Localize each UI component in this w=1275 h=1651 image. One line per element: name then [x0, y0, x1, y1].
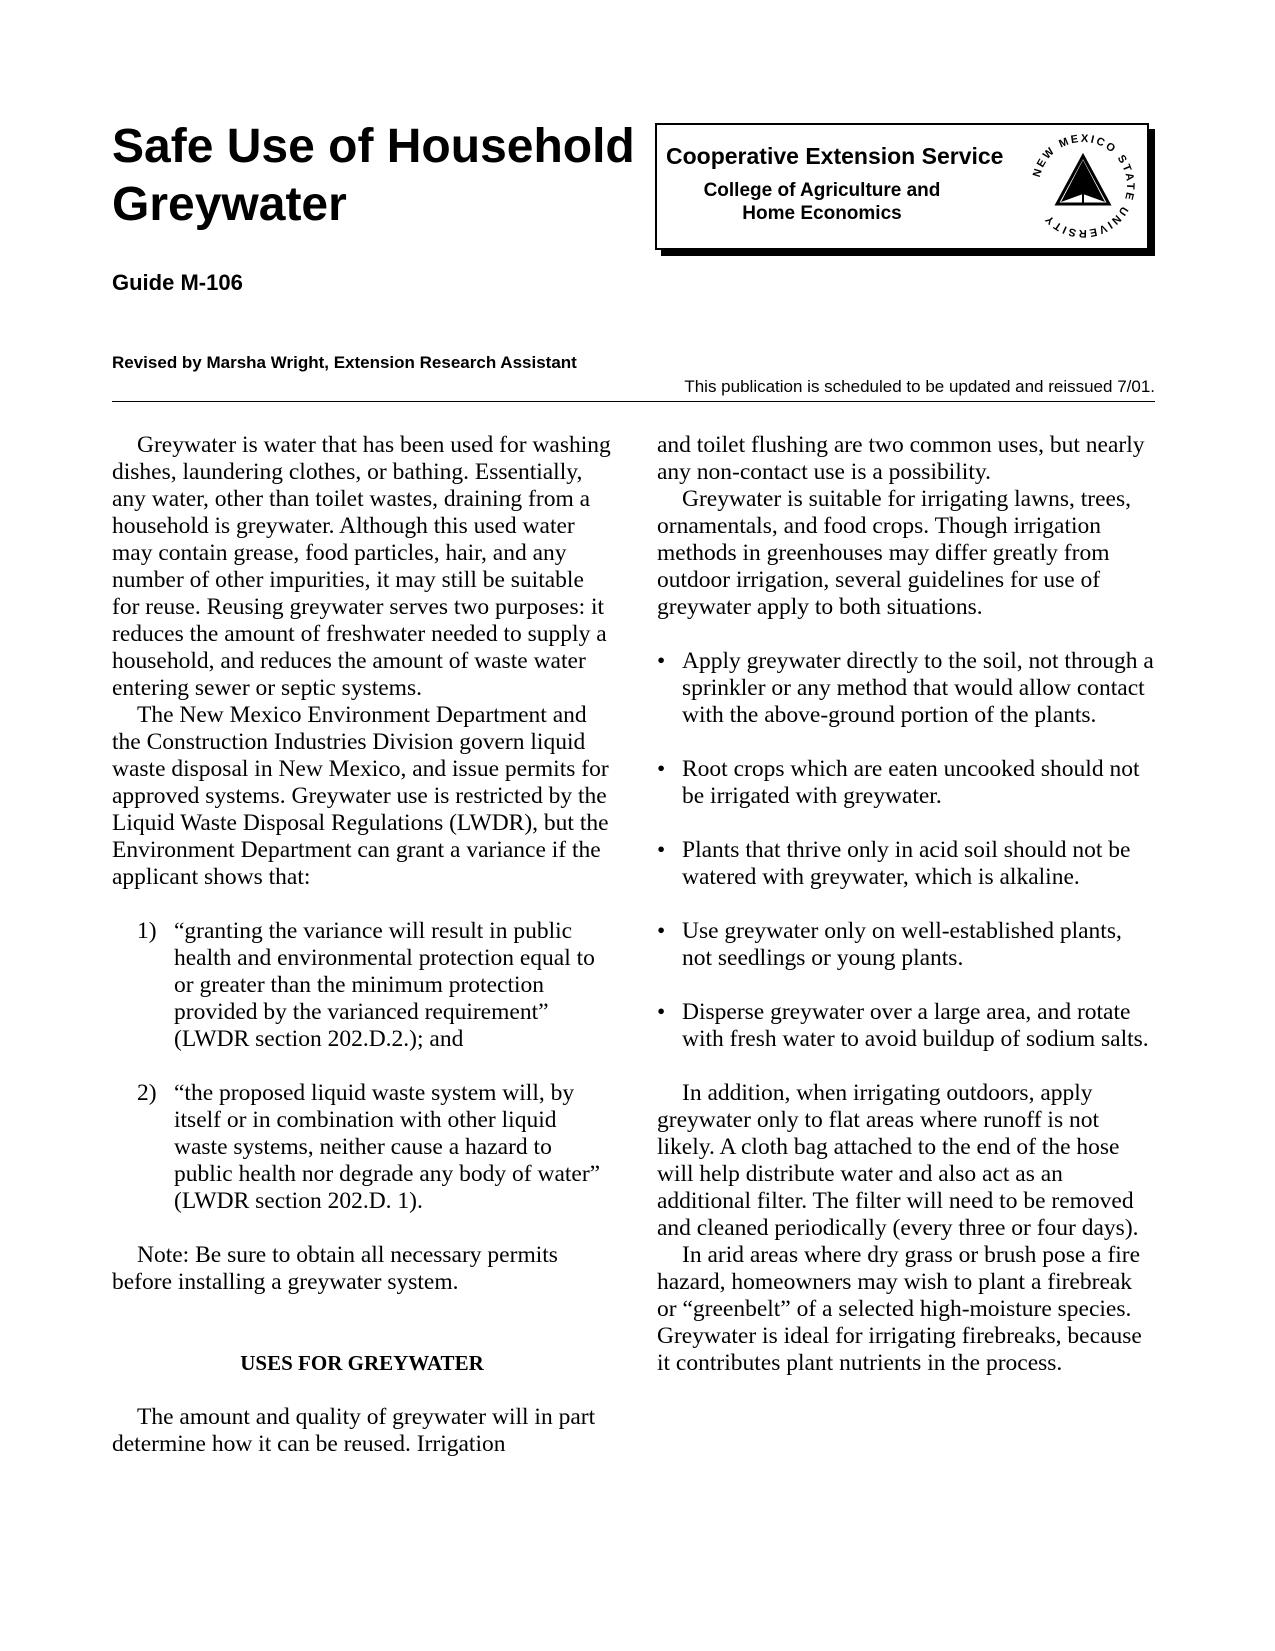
list-item — [657, 648, 1157, 729]
variance-conditions-list — [112, 918, 612, 1215]
firebreak-paragraph: In arid areas where dry grass or brush pose a fire hazard, homeowners may wish to plant a firebreak or “greenbelt” of a selected high-moisture species. Greywater is ideal for irrigating firebreaks, because it contributes plant nutrients in the process. — [657, 1242, 1142, 1376]
header-divider — [112, 401, 1155, 402]
schedule-note: This publication is scheduled to be updated and reissued 7/01. — [684, 377, 1155, 396]
guidelines-list — [657, 648, 1157, 1053]
list-item-text: Apply greywater directly to the soil, not through a sprinkler or any method that would allow contact with the above-ground portion of the plants. — [682, 648, 1154, 728]
list-item — [657, 756, 1157, 810]
uses-continued-paragraph: and toilet flushing are two common uses, but nearly any non-contact use is a possibility. — [657, 432, 1145, 485]
uses-intro-paragraph: The amount and quality of greywater will in part determine how it can be reused. Irrigation — [112, 1404, 596, 1457]
list-item — [657, 837, 1157, 891]
list-item — [112, 918, 612, 1053]
bullet-icon: • — [657, 918, 666, 944]
guide-number: Guide M-106 — [112, 270, 243, 295]
list-item — [657, 999, 1157, 1053]
bullet-icon: • — [657, 999, 666, 1025]
list-item — [112, 1080, 612, 1215]
section-heading: USES FOR GREYWATER — [240, 1351, 484, 1375]
list-item-text: Plants that thrive only in acid soil should not be watered with greywater, which is alkaline. — [682, 837, 1131, 890]
outdoors-paragraph: In addition, when irrigating outdoors, apply greywater only to flat areas where runoff is not likely. A cloth bag attached to the end of the hose will help distribute water and also act as an additional filter. The filter will need to be removed and cleaned periodically (every three or four days). — [657, 1080, 1139, 1241]
list-item-text: Use greywater only on well-established plants, not seedlings or young plants. — [682, 918, 1122, 971]
extension-service-name: Cooperative Extension Service — [666, 143, 1004, 169]
intro-paragraph: Greywater is water that has been used for washing dishes, laundering clothes, or bathing. Essentially, any water, other than toilet wastes, draining from a household is greywater. Although this used water may contain grease, food particles, hair, and any number of other impurities, it may still be suitable for reuse. Reusing greywater serves two purposes: it reduces the amount of freshwater needed to supply a household, and reduces the amount of waste water entering sewer or septic systems. — [112, 432, 611, 701]
list-item-number: 2) — [137, 1080, 157, 1106]
regulation-paragraph: The New Mexico Environment Department and the Construction Industries Division govern liquid waste disposal in New Mexico, and issue permits for approved systems. Greywater use is restricted by the Liquid Waste Disposal Regulations (LWDR), but the Environment Department can grant a variance if the applicant shows that: — [112, 702, 609, 890]
college-line-1: College of Agriculture and — [703, 180, 941, 201]
bullet-icon: • — [657, 837, 666, 863]
college-line-2: Home Economics — [742, 203, 902, 224]
list-item-text: Root crops which are eaten uncooked should not be irrigated with greywater. — [682, 756, 1140, 809]
title-line-2: Greywater — [112, 178, 347, 231]
bullet-icon: • — [657, 648, 666, 674]
university-seal-icon — [1027, 130, 1139, 242]
college-name — [697, 179, 947, 225]
seal-text: NEW MEXICO STATE UNIVERSITY — [1030, 132, 1137, 240]
list-item-number: 1) — [137, 918, 157, 944]
left-column — [112, 432, 612, 1458]
document-title — [112, 118, 652, 234]
list-item — [657, 918, 1157, 972]
extension-logo-box — [655, 123, 1149, 250]
revised-by: Revised by Marsha Wright, Extension Research Assistant — [112, 353, 577, 372]
bullet-icon: • — [657, 756, 666, 782]
list-item-text: “granting the variance will result in public health and environmental protection equal to or greater than the minimum protection provided by the varianced requirement” (LWDR section 202.D.2.); and — [174, 918, 595, 1052]
list-item-text: Disperse greywater over a large area, and rotate with fresh water to avoid buildup of sodium salts. — [682, 999, 1149, 1052]
permit-note: Note: Be sure to obtain all necessary permits before installing a greywater system. — [112, 1242, 558, 1295]
suitable-paragraph: Greywater is suitable for irrigating lawns, trees, ornamentals, and food crops. Though irrigation methods in greenhouses may differ greatly from outdoor irrigation, several guidelines for use of greywater apply to both situations. — [657, 486, 1131, 620]
right-column — [657, 432, 1157, 1377]
title-line-1: Safe Use of Household — [112, 120, 635, 173]
list-item-text: “the proposed liquid waste system will, by itself or in combination with other liquid waste systems, neither cause a hazard to public health nor degrade any body of water” (LWDR section 202.D. 1). — [174, 1080, 601, 1214]
